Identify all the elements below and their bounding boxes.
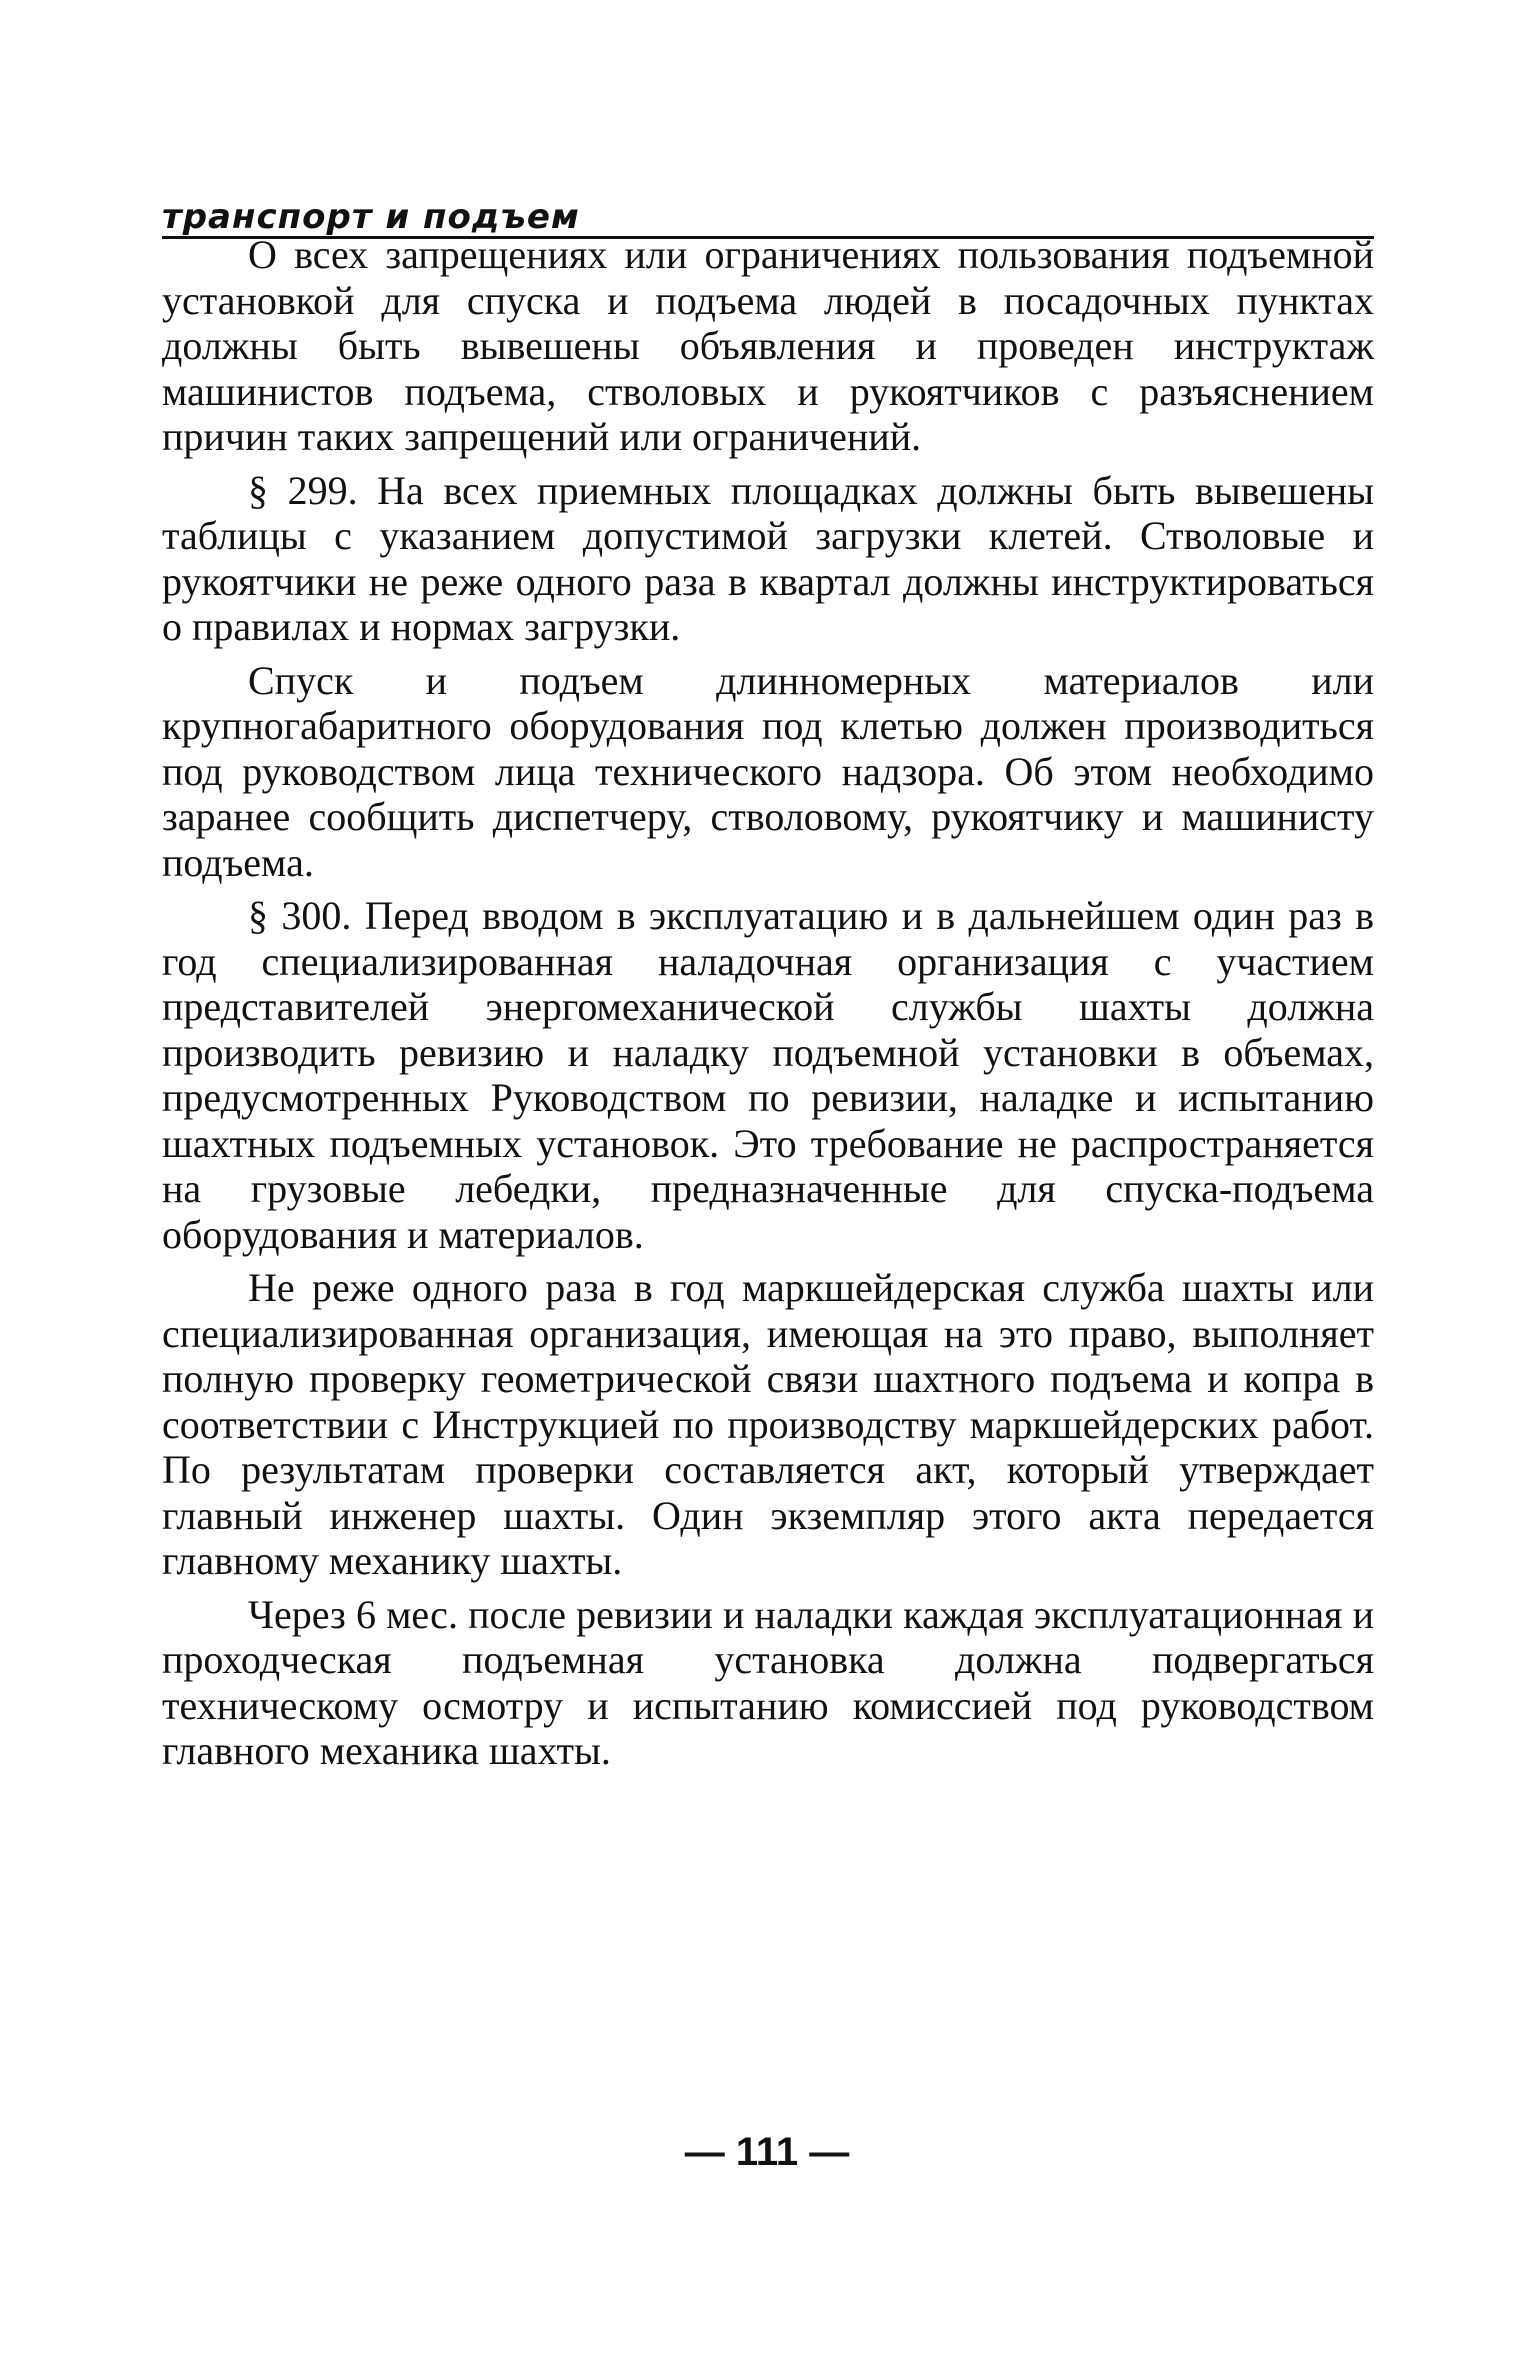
running-header — [162, 146, 1374, 239]
paragraph-3: Спуск и подъем длинномерных материалов или крупногабаритного оборудования под клетью должен производиться под руководством лица технического надзора. Об этом необходимо заранее сообщить диспетчеру, стволовому, рукоятчику и машинисту подъема. — [162, 657, 1374, 885]
paragraph-section-300: § 300. Перед вводом в эксплуатацию и в дальнейшем один раз в год специализированная наладочная организация с участием представителей энергомеханической службы шахты должна производить ревизию и наладку подъемной установки в объемах, предусмотренных Руководством по ревизии, наладке и испытанию шахтных подъемных установок. Это требование не распространяется на грузовые лебедки, предназначенные для спуска-подъема оборудования и материалов. — [162, 893, 1374, 1257]
page-number: — 111 — — [684, 2130, 850, 2174]
paragraph-section-299: § 299. На всех приемных площадках должны быть вывешены таблицы с указанием допустимой загрузки клетей. Стволовые и рукоятчики не реже одного раза в квартал должны инструктироваться о правилах и нормах загрузки. — [162, 467, 1374, 649]
body-text — [162, 232, 1374, 1782]
running-header-title: транспорт и подъем — [162, 197, 580, 237]
paragraph-6: Через 6 мес. после ревизии и наладки каждая эксплуатационная и проходческая подъемная установка должна подвергаться техническому осмотру и испытанию комиссией под руководством главного механика шахты. — [162, 1591, 1374, 1773]
paragraph-1: О всех запрещениях или ограничениях пользования подъемной установкой для спуска и подъема людей в посадочных пунктах должны быть вывешены объявления и проведен инструктаж машинистов подъема, стволовых и рукоятчиков с разъяснением причин таких запрещений или ограничений. — [162, 232, 1374, 459]
paragraph-5: Не реже одного раза в год маркшейдерская служба шахты или специализированная организация, имеющая на это право, выполняет полную проверку геометрической связи шахтного подъема и копра в соответствии с Инструкцией по производству маркшейдерских работ. По результатам проверки составляется акт, который утверждает главный инженер шахты. Один экземпляр этого акта передается главному механику шахты. — [162, 1265, 1374, 1583]
